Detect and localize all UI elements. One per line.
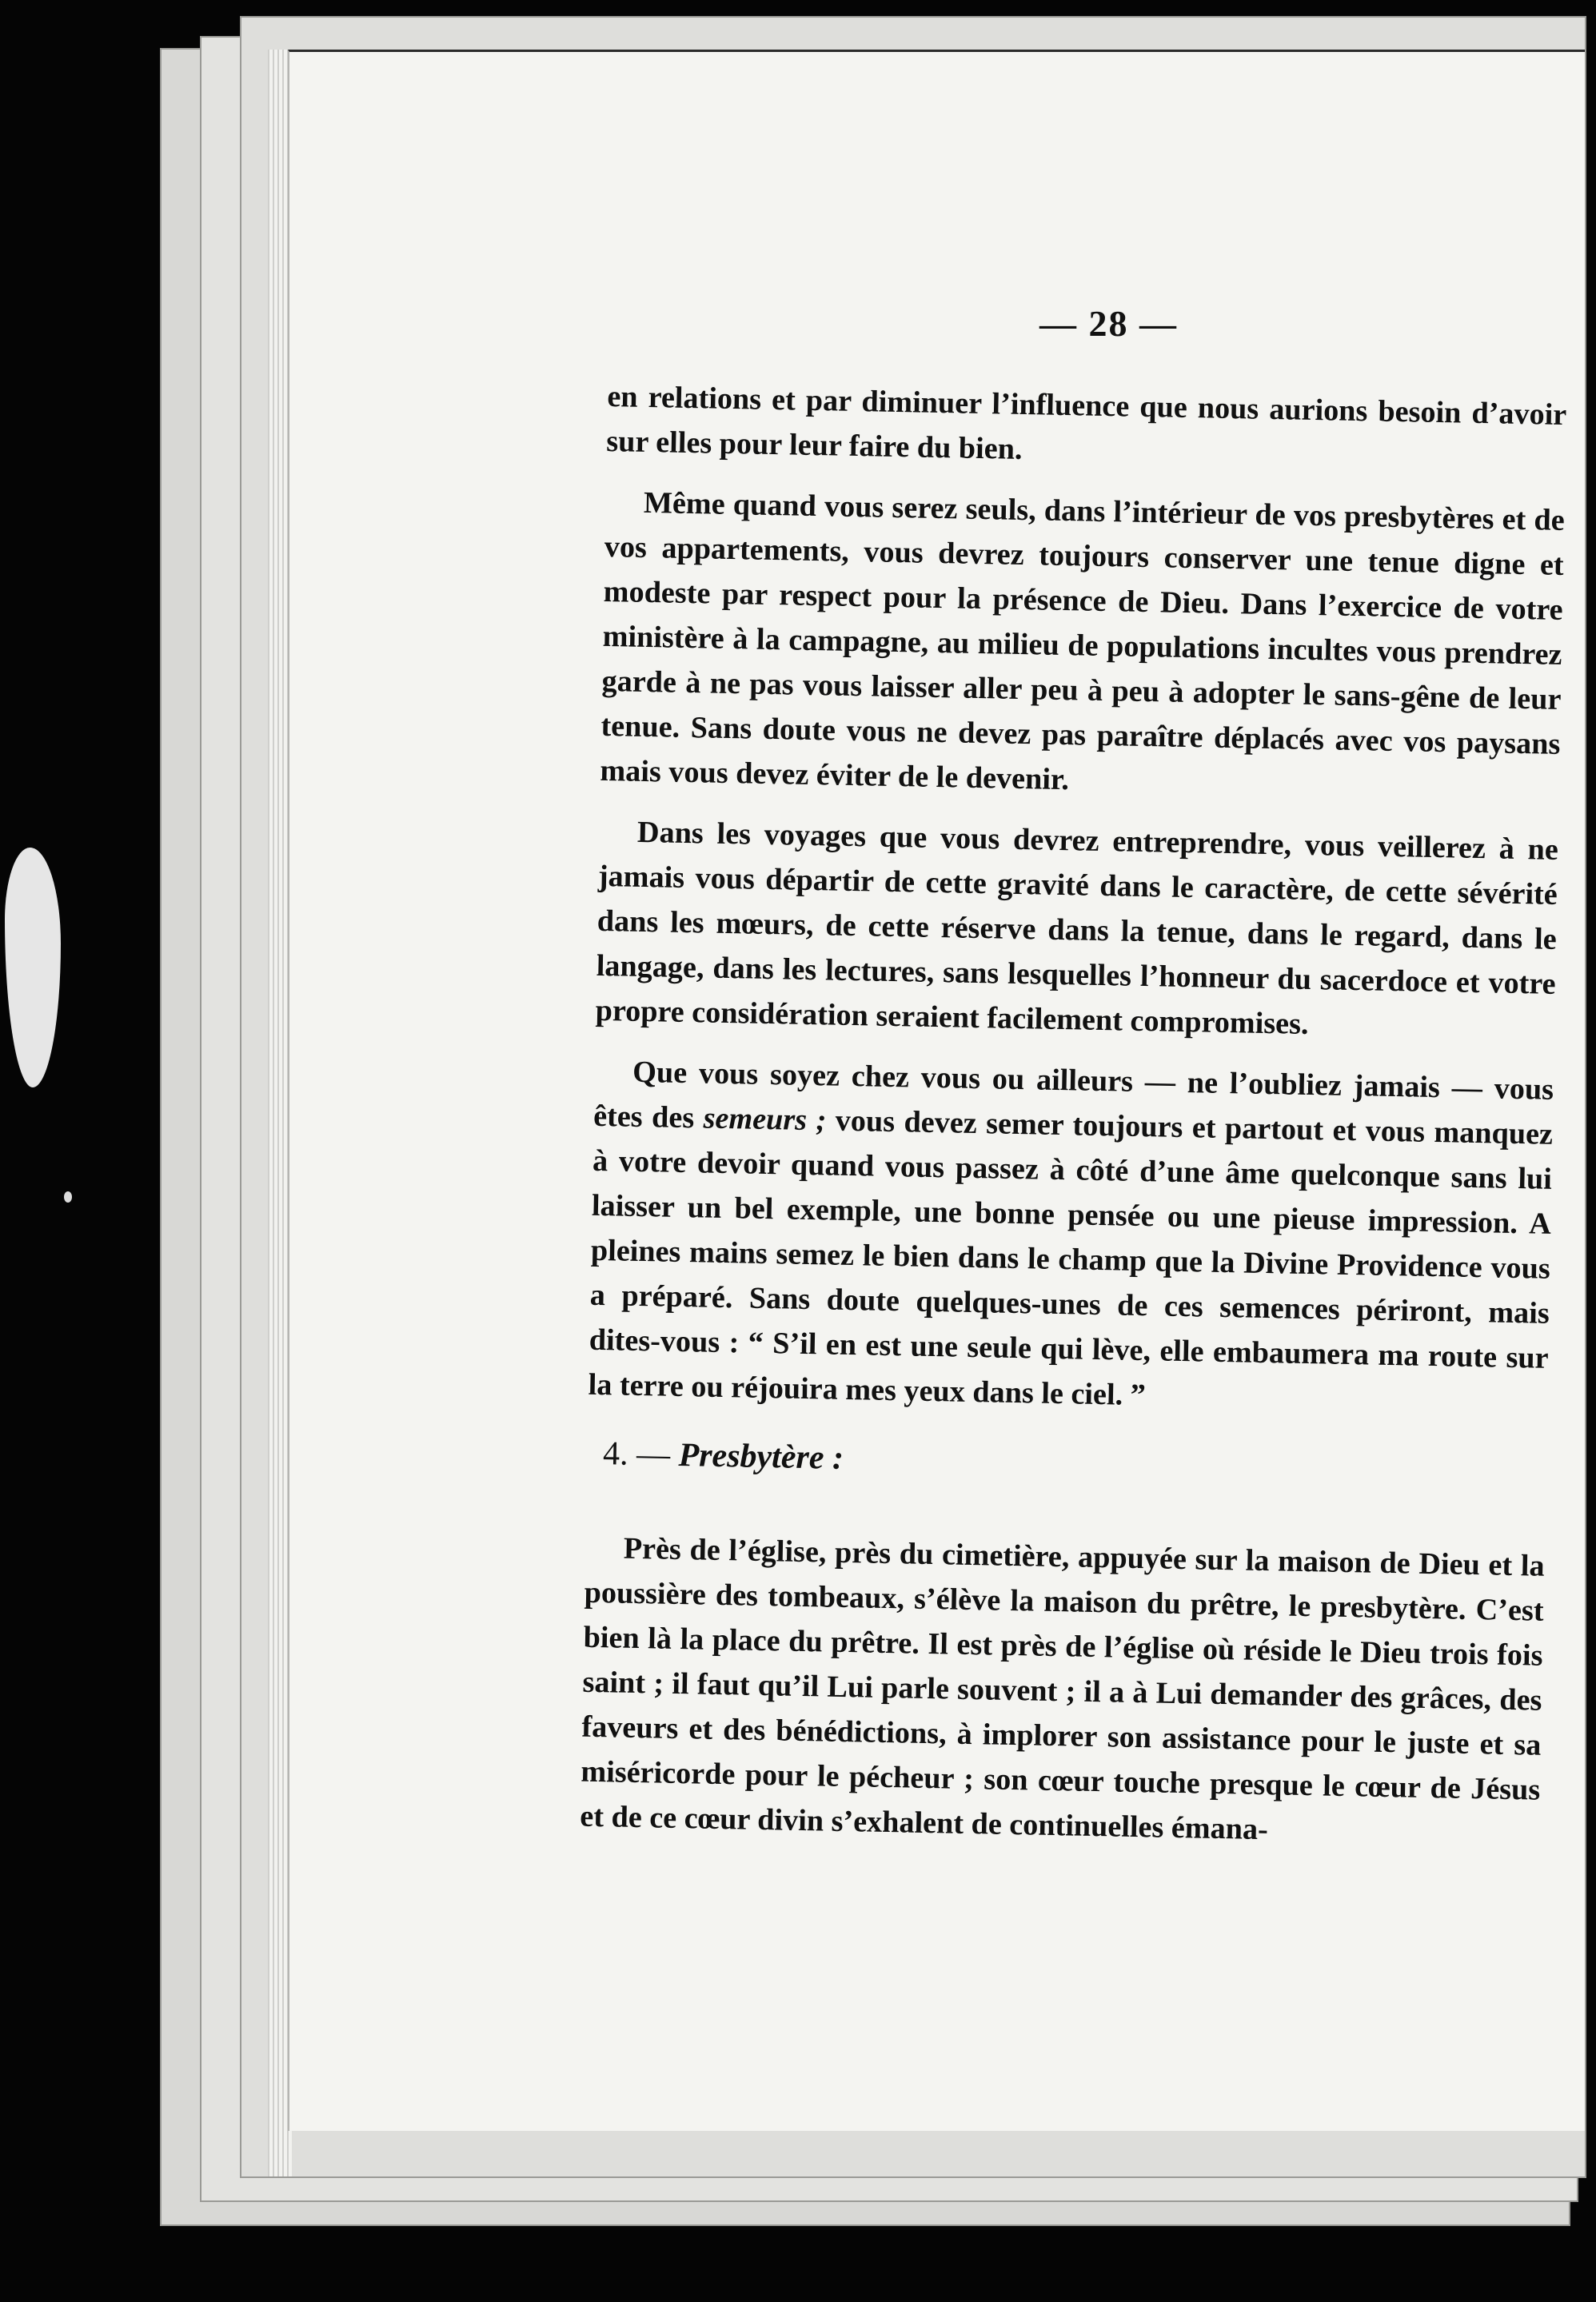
page-body bbox=[579, 374, 1566, 1873]
paragraph: Même quand vous serez seuls, dans l’intérieur de vos presbytères et de vos appartements, vous devrez toujours conserver une tenue digne et modeste par respect pour la présence de Dieu. Dans l’exercice de votre ministère à la campagne, au milieu de populations incultes vous prendrez garde à ne pas vous laisser aller peu à peu à adopter le sans-gêne de leur tenue. Sans doute vous ne devez pas paraître déplacés avec vos paysans mais vous devez éviter de le devenir. bbox=[600, 485, 1566, 797]
section-heading bbox=[603, 1431, 1547, 1494]
scan-speck bbox=[64, 1191, 72, 1203]
paragraph: en relations et par diminuer l’influence que nous aurions besoin d’avoir sur elles pour leur faire du bien. bbox=[605, 379, 1567, 466]
paragraph-text: vous devez semer toujours et partout et vous manquez à votre devoir quand vous passez à côté d’une âme quelconque sans lui laisser un bel exemple, une bonne pensée ou une pieuse impression. A pleines mains semez le bien dans le champ que la Divine Providence vous a préparé. Sans doute quelques-unes de ces semences périront, mais dites-vous : “ S’il en est une seule qui lève, elle embaumera ma route sur la terre ou réjouira mes yeux dans le ciel. ” bbox=[588, 1103, 1554, 1413]
section-number: 4. — bbox=[602, 1435, 671, 1474]
section-title: Presbytère : bbox=[678, 1436, 844, 1477]
paragraph: Dans les voyages que vous devrez entreprendre, vous veillerez à ne jamais vous départir de cette gravité dans le caractère, de cette sévérité dans les mœurs, de cette réserve dans la tenue, dans le regard, dans le langage, dans les lectures, sans lesquelles l’honneur du sacerdoce et votre propre considération seraient facilement compromises. bbox=[595, 815, 1559, 1041]
paragraph bbox=[588, 1049, 1554, 1426]
page-number: — 28 — bbox=[1039, 303, 1178, 344]
scan-artifact bbox=[5, 848, 61, 1087]
italic-term: semeurs ; bbox=[703, 1101, 827, 1138]
paragraph-text: Que vous soyez chez vous ou ailleurs — ne l’oubliez jamais — vous êtes des bbox=[593, 1055, 1554, 1135]
paragraph: Près de l’église, près du cimetière, appuyée sur la maison de Dieu et la poussière des tombeaux, s’élève la maison du prêtre, le presbytère. C’est bien là la place du prêtre. Il est près de l’église où réside le Dieu trois fois saint ; il faut qu’il Lui parle souvent ; il a à Lui demander des grâces, des faveurs et des bénédictions, à implorer son assistance pour le juste et sa miséricorde pour le pécheur ; son cœur touche presque le cœur de Jésus et de ce cœur divin s’exhalent de continuelles émana- bbox=[579, 1531, 1546, 1847]
